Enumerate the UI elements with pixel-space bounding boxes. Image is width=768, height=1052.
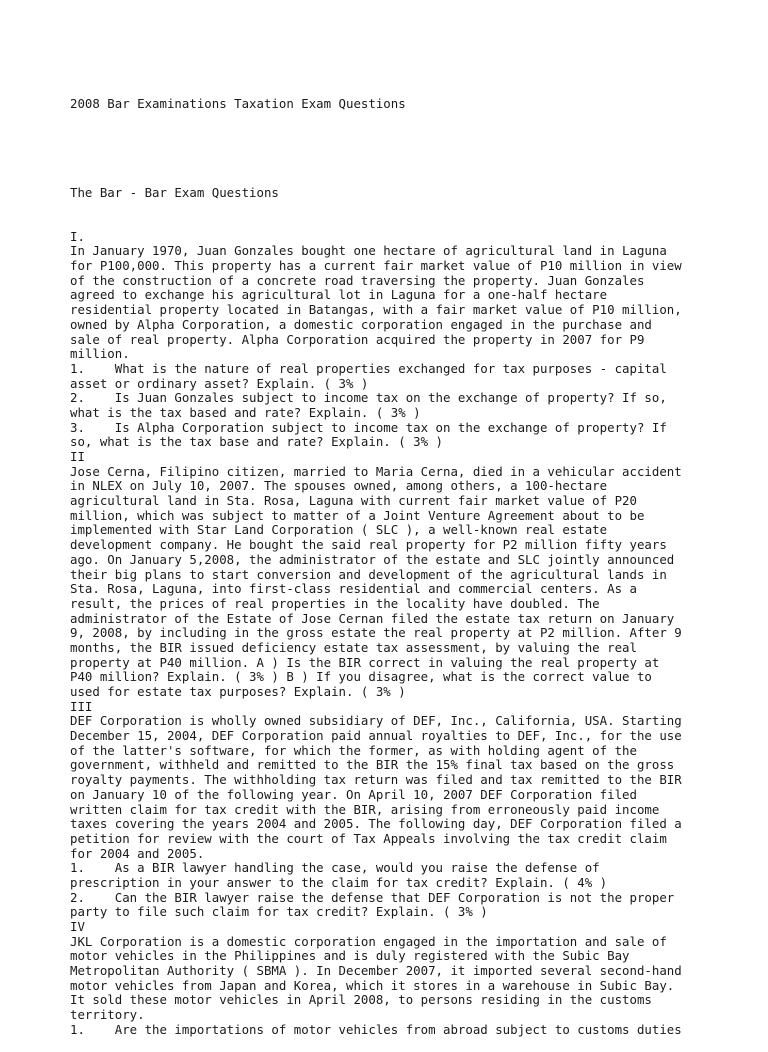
text-line: territory. (70, 1007, 145, 1023)
document-body (70, 230, 750, 1038)
text-line: implemented with Star Land Corporation ( SLC ), a well-known real estate (70, 522, 608, 538)
text-line: what is the tax based and rate? Explain. ( 3% ) (70, 404, 421, 420)
text-line: of the latter's software, for which the former, as with holding agent of the (70, 742, 637, 758)
document-title: 2008 Bar Examinations Taxation Exam Questions (70, 96, 406, 112)
text-line: of the construction of a concrete road traversing the property. Juan Gonzales (70, 272, 645, 288)
text-line: in NLEX on July 10, 2007. The spouses owned, among others, a 100-hectare (70, 478, 608, 494)
text-line: for P100,000. This property has a current fair market value of P10 million in view (70, 258, 682, 274)
text-line: on January 10 of the following year. On April 10, 2007 DEF Corporation filed (70, 786, 637, 802)
text-line: JKL Corporation is a domestic corporation engaged in the importation and sale of (70, 933, 667, 949)
text-line: owned by Alpha Corporation, a domestic corporation engaged in the purchase and (70, 316, 652, 332)
text-line: 9, 2008, by including in the gross estate the real property at P2 million. After 9 (70, 625, 682, 641)
text-line: III (70, 698, 93, 714)
text-line: royalty payments. The withholding tax return was filed and tax remitted to the BIR (70, 772, 682, 788)
text-line: agricultural land in Sta. Rosa, Laguna with current fair market value of P20 (70, 493, 637, 509)
text-line: result, the prices of real properties in the locality have doubled. The (70, 595, 600, 611)
text-line: ago. On January 5,2008, the administrator of the estate and SLC jointly announced (70, 551, 675, 567)
text-line: taxes covering the years 2004 and 2005. The following day, DEF Corporation filed a (70, 816, 682, 832)
text-line: I. (70, 228, 85, 244)
text-line: Sta. Rosa, Laguna, into first-class residential and commercial centers. As a (70, 581, 637, 597)
text-line: for 2004 and 2005. (70, 845, 205, 861)
text-line: used for estate tax purposes? Explain. ( 3% ) (70, 684, 406, 699)
text-line: petition for review with the court of Tax Appeals involving the tax credit claim (70, 830, 667, 846)
text-line: months, the BIR issued deficiency estate tax assessment, by valuing the real (70, 639, 637, 655)
text-line: government, withheld and remitted to the BIR the 15% final tax based on the gross (70, 757, 675, 773)
text-line: million, which was subject to matter of a Joint Venture Agreement about to be (70, 507, 645, 523)
blank-line (70, 142, 750, 157)
text-line: development company. He bought the said real property for P2 million fifty years (70, 537, 667, 553)
text-line: property at P40 million. A ) Is the BIR correct in valuing the real property at (70, 654, 660, 670)
text-line: Metropolitan Authority ( SBMA ). In December 2007, it imported several second-hand (70, 963, 682, 979)
text-line: motor vehicles in the Philippines and is duly registered with the Subic Bay (70, 948, 630, 964)
text-line: million. (70, 346, 130, 362)
text-line: II (70, 449, 85, 464)
text-line: Jose Cerna, Filipino citizen, married to Maria Cerna, died in a vehicular accident (70, 463, 682, 479)
text-line: so, what is the tax base and rate? Explain. ( 3% ) (70, 434, 443, 450)
text-line: It sold these motor vehicles in April 2008, to persons residing in the customs (70, 992, 652, 1008)
text-line: 1. Are the importations of motor vehicles from abroad subject to customs duties (70, 1021, 682, 1037)
document-page (70, 68, 750, 1052)
text-line: P40 million? Explain. ( 3% ) B ) If you disagree, what is the correct value to (70, 669, 652, 685)
text-line: written claim for tax credit with the BIR, arising from erroneously paid income (70, 801, 660, 817)
text-line: party to file such claim for tax credit? Explain. ( 3% ) (70, 904, 488, 920)
text-line: 2. Can the BIR lawyer raise the defense that DEF Corporation is not the proper (70, 889, 675, 905)
text-line: their big plans to start conversion and development of the agricultural lands in (70, 566, 667, 582)
document-subtitle: The Bar - Bar Exam Questions (70, 184, 279, 200)
text-line: residential property located in Batangas, with a fair market value of P10 million, (70, 302, 682, 318)
text-line: motor vehicles from Japan and Korea, which it stores in a warehouse in Subic Bay. (70, 977, 675, 993)
text-line: IV (70, 919, 85, 934)
text-line: 2. Is Juan Gonzales subject to income tax on the exchange of property? If so, (70, 390, 667, 406)
text-line: December 15, 2004, DEF Corporation paid annual royalties to DEF, Inc., for the use (70, 728, 682, 744)
text-line: administrator of the Estate of Jose Cernan filed the estate tax return on January (70, 610, 675, 626)
text-line: sale of real property. Alpha Corporation acquired the property in 2007 for P9 (70, 331, 645, 347)
text-line: prescription in your answer to the claim for tax credit? Explain. ( 4% ) (70, 874, 608, 890)
text-line: asset or ordinary asset? Explain. ( 3% ) (70, 375, 369, 391)
text-line: agreed to exchange his agricultural lot in Laguna for a one-half hectare (70, 287, 608, 303)
text-line: 1. What is the nature of real properties exchanged for tax purposes - capital (70, 360, 667, 376)
text-line: 1. As a BIR lawyer handling the case, would you raise the defense of (70, 860, 600, 876)
text-line: In January 1970, Juan Gonzales bought one hectare of agricultural land in Laguna (70, 243, 667, 259)
text-line: DEF Corporation is wholly owned subsidiary of DEF, Inc., California, USA. Starting (70, 713, 682, 729)
text-line: 3. Is Alpha Corporation subject to income tax on the exchange of property? If (70, 419, 667, 435)
